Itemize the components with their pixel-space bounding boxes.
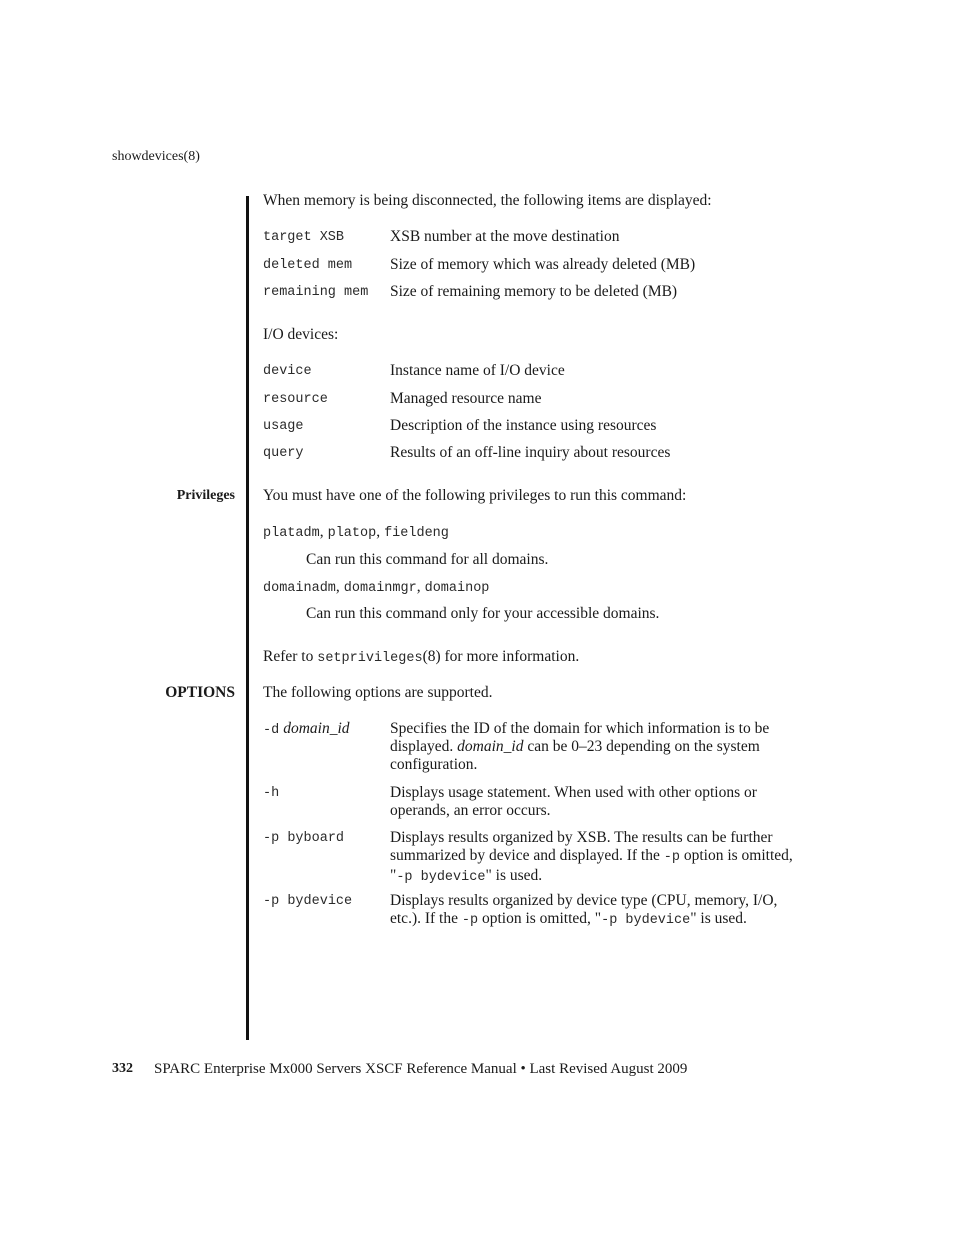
change-bar (246, 196, 249, 1040)
privilege-domainadm: domainadm (263, 581, 336, 596)
term-query: query (263, 446, 304, 461)
privilege-platadm: platadm (263, 526, 320, 541)
term-deleted-mem: deleted mem (263, 258, 353, 273)
privilege-domainop: domainop (424, 581, 490, 596)
text: option is omitted, " (478, 910, 602, 927)
inline-code: -p (461, 913, 479, 928)
options-intro: The following options are supported. (263, 684, 493, 701)
io-intro: I/O devices: (263, 326, 339, 343)
privileges-heading: Privileges (176, 488, 235, 503)
footer-title: SPARC Enterprise Mx000 Servers XSCF Reference Manual • Last Revised August 2009 (154, 1061, 688, 1077)
option-p-byboard-desc (390, 829, 835, 887)
text: displayed. (390, 738, 458, 755)
privilege-group-2-desc: Can run this command only for your accessible domains. (306, 605, 660, 622)
option-d-desc-line1: Specifies the ID of the domain for which information is to be (390, 720, 770, 737)
option-d-desc-arg: domain_id (457, 738, 524, 755)
running-header: showdevices(8) (112, 149, 200, 164)
term-device: device (263, 364, 312, 379)
option-p-byboard-desc-line2 (390, 847, 835, 867)
option-p-bydevice-desc (390, 892, 835, 930)
term-remaining-mem: remaining mem (263, 285, 369, 300)
option-h-desc (390, 784, 835, 820)
option-h-desc-line1: Displays usage statement. When used with other options or (390, 784, 757, 801)
text: " is used. (690, 910, 747, 927)
text: summarized by device and displayed. If the (390, 847, 664, 864)
desc-remaining-mem: Size of remaining memory to be deleted (MB) (390, 283, 678, 300)
privilege-domainmgr: domainmgr (343, 581, 417, 596)
option-p-byboard-arg: byboard (287, 831, 345, 846)
privilege-group-1 (263, 523, 449, 541)
option-d-desc (390, 720, 835, 774)
inline-code: -p (663, 850, 680, 865)
option-h-flag: -h (263, 786, 280, 801)
options-heading: OPTIONS (165, 684, 235, 701)
option-d-arg: domain_id (283, 720, 350, 737)
text: can be 0–23 depending on the system (523, 738, 760, 755)
option-p-bydevice-desc-line2 (390, 910, 835, 930)
option-p-bydevice-term (263, 894, 352, 909)
privilege-fieldeng: fieldeng (384, 526, 449, 541)
desc-target-xsb: XSB number at the move destination (390, 228, 620, 245)
refer-after: (8) for more information. (422, 648, 580, 665)
text: etc.). If the (390, 910, 462, 927)
text: " (390, 867, 397, 884)
option-h-desc-line2: operands, an error occurs. (390, 802, 551, 819)
option-d-desc-line3: configuration. (390, 756, 478, 773)
option-d-term (263, 720, 350, 738)
option-p-flag: -p (263, 894, 280, 909)
text: option is omitted, (679, 847, 793, 864)
privilege-separator: , (335, 578, 340, 595)
page-number: 332 (112, 1061, 133, 1076)
option-d-desc-line2 (390, 738, 835, 756)
text: " is used. (485, 867, 543, 884)
option-p-byboard-term (263, 831, 344, 846)
option-p-byboard-desc-line3 (390, 867, 835, 887)
inline-code: -p bydevice (601, 913, 691, 928)
option-p-bydevice-desc-line1: Displays results organized by device type (CPU, memory, I/O, (390, 892, 778, 909)
inline-code: -p bydevice (396, 870, 486, 885)
desc-resource: Managed resource name (390, 390, 542, 407)
desc-device: Instance name of I/O device (390, 362, 565, 379)
option-p-flag: -p (263, 831, 280, 846)
desc-query: Results of an off-line inquiry about resources (390, 444, 671, 461)
option-p-byboard-desc-line1: Displays results organized by XSB. The results can be further (390, 829, 773, 846)
option-p-bydevice-arg: bydevice (287, 894, 353, 909)
privilege-separator: , (319, 523, 324, 540)
privilege-separator: , (416, 578, 421, 595)
refer-before: Refer to (263, 648, 318, 665)
privileges-refer (263, 648, 579, 666)
privilege-group-1-desc: Can run this command for all domains. (306, 551, 549, 568)
privileges-intro: You must have one of the following privileges to run this command: (263, 487, 687, 504)
desc-usage: Description of the instance using resources (390, 417, 657, 434)
memory-intro: When memory is being disconnected, the following items are displayed: (263, 192, 712, 209)
privilege-separator: , (376, 523, 381, 540)
desc-deleted-mem: Size of memory which was already deleted (MB) (390, 256, 696, 273)
setprivileges-link[interactable]: setprivileges (317, 651, 423, 666)
option-d-flag: -d (263, 723, 280, 738)
term-usage: usage (263, 419, 304, 434)
term-resource: resource (263, 392, 328, 407)
privilege-group-2 (263, 578, 489, 596)
privilege-platop: platop (327, 526, 377, 541)
term-target-xsb: target XSB (263, 230, 345, 245)
